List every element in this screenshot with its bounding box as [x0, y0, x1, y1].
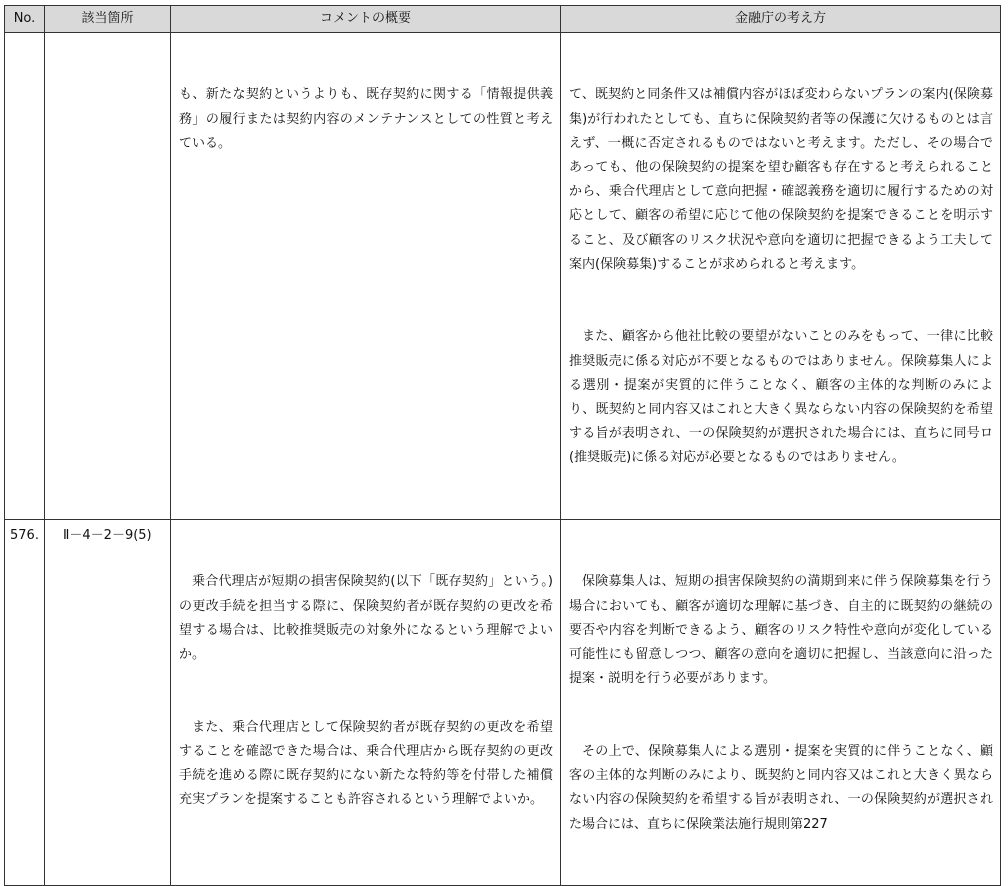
header-row: [5, 6, 1001, 33]
table-row: [5, 520, 1001, 886]
summary-paragraph: 乗合代理店が短期の損害保険契約(以下「既存契約」という。)の更改手続を担当する際に、保険契約者が既存契約の更改を希望する場合は、比較推奨販売の対象外になるという理解でよいか。: [179, 574, 553, 663]
summary-paragraph: も、新たな契約というよりも、既存契約に関する「情報提供義務」の履行または契約内容のメンテナンスとしての性質と考えている。: [179, 87, 553, 151]
header-summary: コメントの概要: [171, 6, 561, 33]
row-fsa-view: [561, 520, 1001, 886]
fsa-view-paragraph: 保険募集人は、短期の損害保険契約の満期到来に伴う保険募集を行う場合においても、顧客が適切な理解に基づき、自主的に既契約の継続の要否や内容を判断できるよう、顧客のリスク特性や意向が変化している可能性にも留意しつつ、顧客の意向を適切に把握し、当該意向に沿った提案・説明を行う必要があります。: [569, 574, 993, 687]
row-fsa-view: [561, 33, 1001, 520]
fsa-view-paragraph: その上で、保険募集人による選別・提案を実質的に伴うことなく、顧客の主体的な判断のみにより、既契約と同内容又はこれと大きく異ならない内容の保険契約を希望する旨が表明され、一の保険契約が選択された場合には、直ちに保険業法施行規則第227: [569, 743, 993, 832]
header-fsa-view: 金融庁の考え方: [561, 6, 1001, 33]
row-summary: [171, 520, 561, 886]
header-no: No.: [5, 6, 45, 33]
row-summary: [171, 33, 561, 520]
comments-table: [4, 5, 1001, 886]
table-row: [5, 33, 1001, 520]
row-number: [5, 33, 45, 520]
row-location: Ⅱ－4－2－9(5): [45, 520, 171, 886]
row-number: 576.: [5, 520, 45, 886]
row-location: [45, 33, 171, 520]
header-location: 該当箇所: [45, 6, 171, 33]
fsa-view-paragraph: また、顧客から他社比較の要望がないことのみをもって、一律に比較推奨販売に係る対応が不要となるものではありません。保険募集人による選別・提案が実質的に伴うことなく、顧客の主体的な判断のみにより、既契約と同内容又はこれと大きく異ならない内容の保険契約を希望する旨が表明され、一の保険契約が選択された場合には、直ちに同号ロ(推奨販売)に係る対応が必要となるものではありません。: [569, 329, 993, 466]
summary-paragraph: また、乗合代理店として保険契約者が既存契約の更改を希望することを確認できた場合は、乗合代理店から既存契約の更改手続を進める際に既存契約にない新たな特約等を付帯した補償充実プランを提案することも許容されるという理解でよいか。: [179, 719, 553, 808]
fsa-view-paragraph: て、既契約と同条件又は補償内容がほぼ変わらないプランの案内(保険募集)が行われたとしても、直ちに保険契約者等の保護に欠けるものとは言えず、一概に否定されるものではないと考えます。ただし、その場合であっても、他の保険契約の提案を望む顧客も存在すると考えられることから、乗合代理店として意向把握・確認義務を適切に履行するための対応として、顧客の希望に応じて他の保険契約を提案できることを明示すること、及び顧客のリスク状況や意向を適切に把握できるよう工夫して案内(保険募集)することが求められると考えます。: [569, 87, 993, 272]
